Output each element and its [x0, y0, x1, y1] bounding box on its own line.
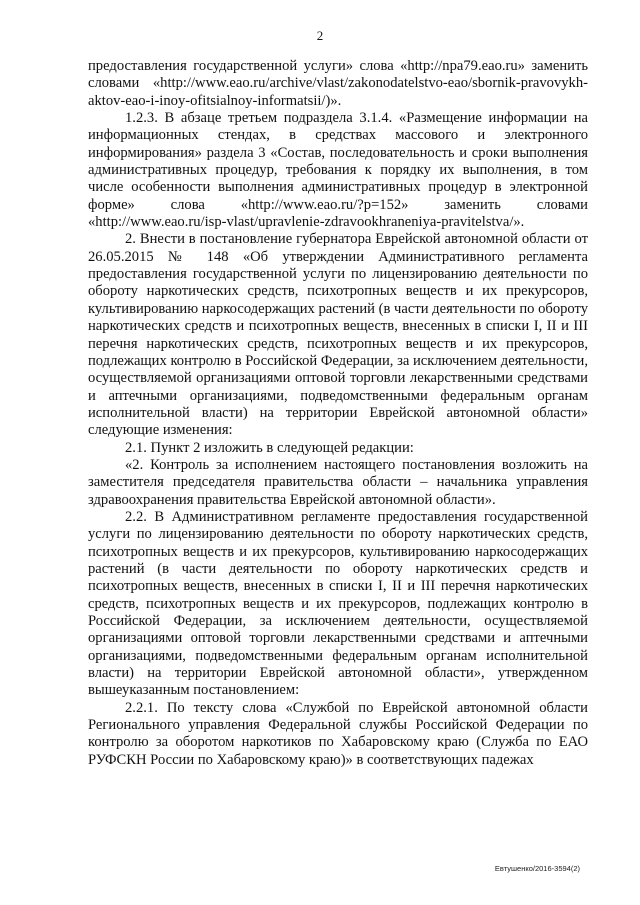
paragraph-1.2.3: 1.2.3. В абзаце третьем подраздела 3.1.4. «Размещение информации на информационных стендах, в средствах массового и электронного информирования» раздела 3 «Состав, последовательность и сроки выполнения административных процедур, требования к порядку их выполнения, в том числе особенности выполнения административных процедур в электронной форме» слова «http://www.eao.ru/?p=152» заменить словами «http://www.eao.ru/isp-vlast/upravlenie-zdravookhraneniya-pravitelstva/».	[88, 110, 588, 231]
footer-reference: Евтушенко/2016-3594(2)	[494, 864, 580, 873]
paragraph-2.1: 2.1. Пункт 2 изложить в следующей редакции:	[125, 439, 414, 456]
page-number: 2	[316, 28, 324, 43]
paragraph-continuation-1.2.2: предоставления государственной услуги» слова «http://npa79.eao.ru» заменить словами «http://www.eao.ru/archive/vlast/zakonodatelstvo-eao/sbornik-pravovykh-aktov-eao-i-inoy-ofitsialnoy-informatsii/)».	[88, 58, 588, 109]
paragraph-2.1-quote: «2. Контроль за исполнением настоящего постановления возложить на заместителя председателя правительства области – начальника управления здравоохранения правительства Еврейской автономной области».	[88, 456, 588, 508]
paragraph-2.2.1: 2.2.1. По тексту слова «Службой по Еврейской автономной области Регионального управления Федеральной службы Российской Федерации по контролю за оборотом наркотиков по Хабаровскому краю (Служба по ЕАО РУФСКН России по Хабаровскому краю)» в соответствующих падежах	[88, 699, 588, 768]
paragraph-2: 2. Внести в постановление губернатора Еврейской автономной области от 26.05.2015 № 148 «Об утверждении Административного регламента предоставления государственной услуги по лицензированию деятельности по обороту наркотических средств, психотропных веществ и их прекурсоров, культивированию наркосодержащих растений (в части деятельности по обороту наркотических средств и психотропных веществ, внесенных в списки I, II и III перечня наркотических средств, психотропных веществ и их прекурсоров, подлежащих контролю в Российской Федерации, за исключением деятельности, осуществляемой организациями оптовой торговли лекарственными средствами и аптечными организациями, подведомственными федеральным органам исполнительной власти) на территории Еврейской автономной области» следующие изменения:	[88, 231, 589, 439]
paragraph-2.2: 2.2. В Административном регламенте предоставления государственной услуги по лицензированию деятельности по обороту наркотических средств, психотропных веществ и их прекурсоров, культивированию наркосодержащих растений (в части деятельности по обороту наркотических средств и психотропных веществ, внесенных в списки I, II и III перечня наркотических средств, психотропных веществ и их прекурсоров, подлежащих контролю в Российской Федерации, за исключением деятельности, осуществляемой организациями оптовой торговли лекарственными средствами и аптечными организациями, подведомственными федеральным органам исполнительной власти) на территории Еврейской автономной области», утвержденном вышеуказанным постановлением:	[88, 508, 588, 699]
document-body	[88, 58, 588, 769]
